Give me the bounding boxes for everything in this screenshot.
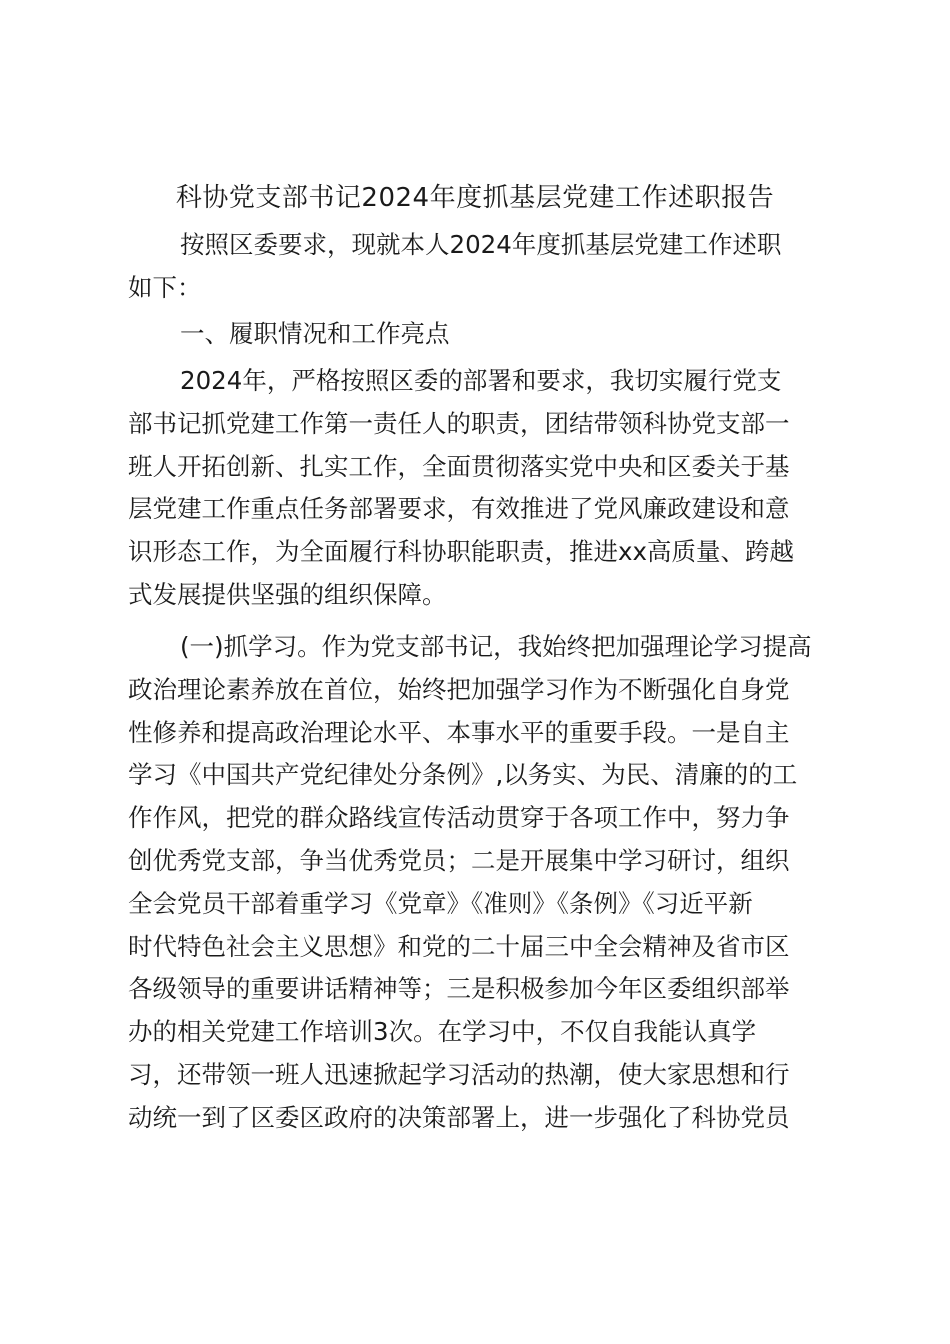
paragraph-line: 班人开拓创新、扎实工作，全面贯彻落实党中央和区委关于基: [128, 451, 790, 481]
paragraph-line: 识形态工作，为全面履行科协职能职责，推进xx高质量、跨越: [128, 537, 794, 567]
paragraph-line: 全会党员干部着重学习《党章》《准则》《条例》《习近平新: [128, 888, 753, 918]
paragraph-line: 时代特色社会主义思想》和党的二十届三中全会精神及省市区: [128, 931, 790, 961]
paragraph-line: 办的相关党建工作培训3次。在学习中，不仅自我能认真学: [128, 1017, 757, 1047]
paragraph-line: 部书记抓党建工作第一责任人的职责，团结带领科协党支部一: [128, 408, 790, 438]
intro-paragraph: [128, 224, 828, 310]
paragraph-line: 作作风，把党的群众路线宣传活动贯穿于各项工作中，努力争: [128, 803, 790, 833]
paragraph-line: 学习《中国共产党纪律处分条例》,以务实、为民、清廉的的工: [128, 760, 798, 790]
paragraph-line: 创优秀党支部，争当优秀党员；二是开展集中学习研讨，组织: [128, 845, 790, 875]
section-heading: [128, 313, 828, 356]
paragraph-line: 动统一到了区委区政府的决策部署上，进一步强化了科协党员: [128, 1102, 790, 1132]
paragraph-line: 性修养和提高政治理论水平、本事水平的重要手段。一是自主: [128, 717, 790, 747]
paragraph-line: (一)抓学习。作为党支部书记，我始终把加强理论学习提高: [180, 632, 812, 661]
paragraph-line: 式发展提供坚强的组织保障。: [128, 579, 447, 609]
paragraph-line: 各级领导的重要讲话精神等；三是积极参加今年区委组织部举: [128, 974, 790, 1004]
paragraph-line: 政治理论素养放在首位，始终把加强学习作为不断强化自身党: [128, 674, 790, 704]
document-title: 科协党支部书记2024年度抓基层党建工作述职报告: [175, 183, 775, 213]
intro-line: 按照区委要求，现就本人2024年度抓基层党建工作述职: [180, 230, 782, 259]
intro-line: 如下：: [128, 272, 202, 302]
paragraph-1: [128, 360, 828, 617]
paragraph-line: 层党建工作重点任务部署要求，有效推进了党风廉政建设和意: [128, 494, 790, 524]
paragraph-2: [128, 626, 828, 1140]
paragraph-line: 习，还带领一班人迅速掀起学习活动的热潮，使大家思想和行: [128, 1059, 790, 1089]
section-1-heading: 一、履职情况和工作亮点: [180, 319, 450, 348]
paragraph-line: 2024年，严格按照区委的部署和要求，我切实履行党支: [180, 366, 782, 395]
